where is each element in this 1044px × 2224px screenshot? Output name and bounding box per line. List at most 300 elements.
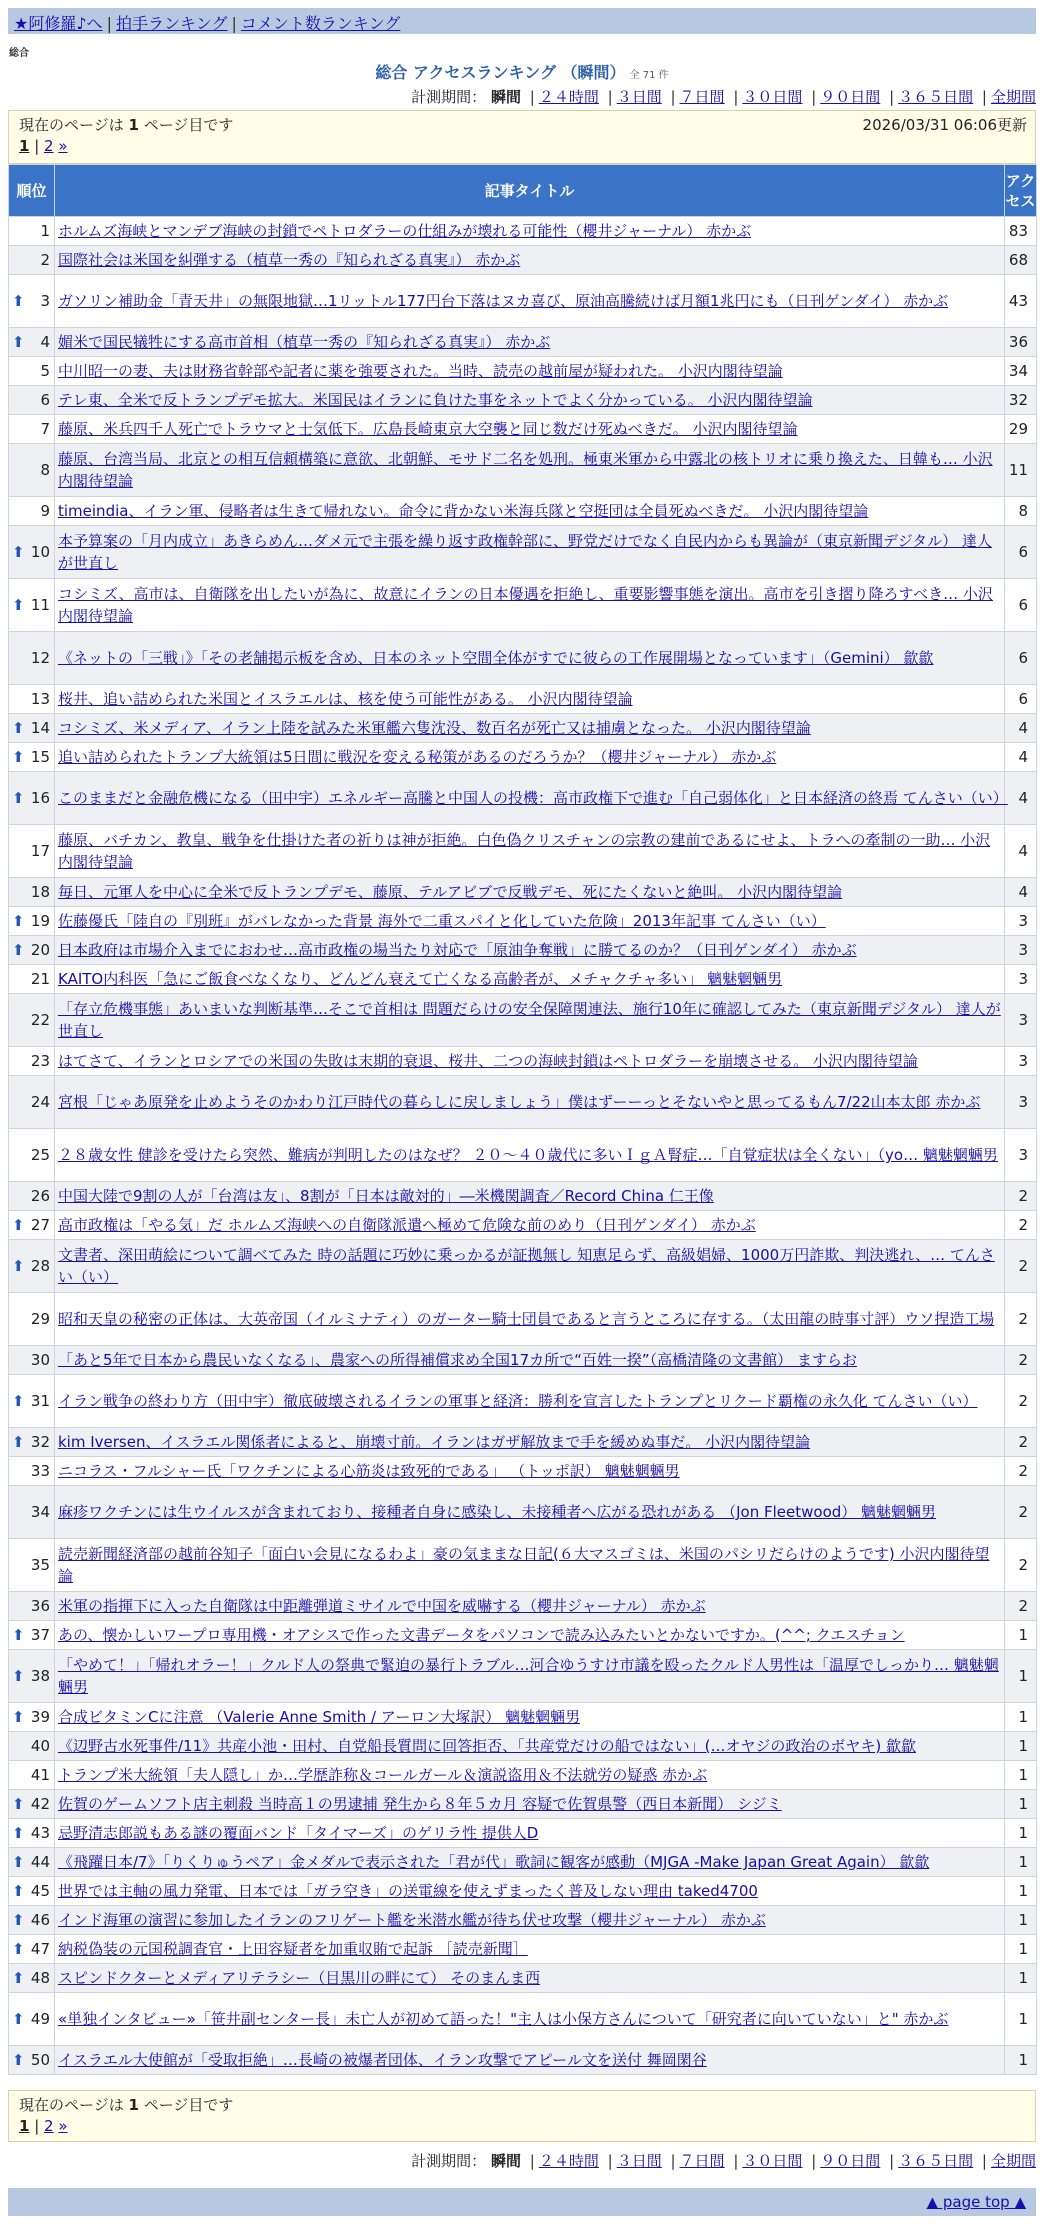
rank-number: 39 [30, 1708, 50, 1726]
access-count: 3 [1005, 1047, 1037, 1076]
table-row [9, 1457, 1037, 1486]
title-cell [55, 1293, 1005, 1346]
rank-cell [9, 328, 55, 357]
article-link[interactable]: 《飛躍日本/7》「りくりゅうペア」金メダルで表示された「君が代」歌詞に観客が感動（MJGA -Make Japan Great Again） 歙歙 [58, 1853, 930, 1871]
rank-up-arrow-icon: ⬆ [12, 1216, 25, 1234]
article-link[interactable]: 佐賀のゲームソフト店主刺殺 当時高１の男逮捕 発生から８年５カ月 容疑で佐賀県警（西日本新聞） シジミ [58, 1795, 782, 1813]
rank-number: 12 [30, 649, 50, 667]
rank-number: 23 [30, 1052, 50, 1070]
access-count: 29 [1005, 415, 1037, 444]
table-row [9, 1790, 1037, 1819]
article-link[interactable]: インド海軍の演習に参加したイランのフリゲート艦を米潜水艦が待ち伏せ攻撃（櫻井ジャーナル） 赤かぶ [58, 1911, 766, 1929]
col-access-header: アクセス [1005, 165, 1037, 217]
article-link[interactable]: 読売新聞経済部の越前谷知子「面白い会見になるわよ」豪の気ままな日記(６大マスゴミは、米国のパシリだらけのようです) 小沢内閣待望論 [58, 1545, 990, 1585]
access-count: 68 [1005, 246, 1037, 275]
title-cell [55, 217, 1005, 246]
rank-number: 13 [30, 690, 50, 708]
title-cell [55, 1076, 1005, 1129]
article-link[interactable]: コシミズ、米メディア、イラン上陸を試みた米軍艦六隻沈没、数百名が死亡又は捕虜となった。 小沢内閣待望論 [58, 719, 811, 737]
rank-cell [9, 497, 55, 526]
access-count: 3 [1005, 1076, 1037, 1129]
article-link[interactable]: 藤原、台湾当局、北京との相互信頼構築に意欲、北朝鮮、モサド二名を処刑。極東米軍から中露北の核トリオに乗り換えた、日韓も… 小沢内閣待望論 [58, 450, 993, 490]
rank-number: 45 [30, 1882, 50, 1900]
rank-number: 33 [30, 1462, 50, 1480]
table-row [9, 1650, 1037, 1703]
article-link[interactable]: 麻疹ワクチンには生ウイルスが含まれており、接種者自身に感染し、未接種者へ広がる恐れがある （Jon Fleetwood） 魑魅魍魎男 [58, 1503, 937, 1521]
access-count: 1 [1005, 1650, 1037, 1703]
article-link[interactable]: はてさて、イランとロシアでの米国の失敗は末期的衰退、桜井、二つの海峡封鎖はペトロダラーを崩壊させる。 小沢内閣待望論 [58, 1052, 918, 1070]
rank-number: 40 [30, 1737, 50, 1755]
ranking-body [9, 217, 1037, 2075]
title-cell [55, 743, 1005, 772]
period-link[interactable]: ２４時間 [538, 2152, 599, 2170]
rank-cell [9, 1428, 55, 1457]
table-row [9, 217, 1037, 246]
title-cell [55, 1964, 1005, 1993]
access-count: 8 [1005, 497, 1037, 526]
rank-up-arrow-icon: ⬆ [12, 1392, 25, 1410]
rank-number: 30 [30, 1351, 50, 1369]
article-link[interactable]: 納税偽装の元国税調査官・上田容疑者を加重収賄で起訴 ［読売新聞］ [58, 1940, 528, 1958]
article-link[interactable]: ガソリン補助金「青天井」の無限地獄…1リットル177円台下落はヌカ喜び、原油高騰続けば月額1兆円にも（日刊ゲンダイ） 赤かぶ [58, 292, 949, 310]
rank-up-arrow-icon: ⬆ [12, 1795, 25, 1813]
page-top-link[interactable]: ▲ page top ▲ [926, 2193, 1026, 2211]
table-row [9, 1964, 1037, 1993]
article-link[interactable]: イスラエル大使館が「受取拒絶」…長崎の被爆者団体、イラン攻撃でアピール文を送付 舞岡閑谷 [58, 2051, 707, 2069]
rank-up-arrow-icon: ⬆ [12, 1824, 25, 1842]
access-count: 1 [1005, 1732, 1037, 1761]
rank-cell [9, 1848, 55, 1877]
rank-number: 25 [30, 1146, 50, 1164]
rank-up-arrow-icon: ⬆ [12, 1667, 25, 1685]
title-cell [55, 1182, 1005, 1211]
article-link[interactable]: 宮根「じゃあ原発を止めようそのかわり江戸時代の暮らしに戻しましょう」僕はずーーっとそないやと思ってるもん7/22山本太郎 赤かぶ [58, 1093, 981, 1111]
rank-number: 11 [30, 596, 50, 614]
access-count: 83 [1005, 217, 1037, 246]
rank-number: 50 [30, 2051, 50, 2069]
rank-cell [9, 1650, 55, 1703]
table-row [9, 1906, 1037, 1935]
access-count: 6 [1005, 526, 1037, 579]
page-info-top [8, 110, 1036, 164]
article-link[interactable]: 忌野清志郎説もある謎の覆面バンド「タイマーズ」のゲリラ性 提供人D [58, 1824, 539, 1842]
current-page-text: 現在のページは 1 ページ目です [19, 116, 234, 134]
home-link[interactable]: ★阿修羅♪へ [14, 14, 103, 33]
rank-number: 38 [30, 1667, 50, 1685]
access-count: 2 [1005, 1346, 1037, 1375]
rank-cell [9, 1182, 55, 1211]
rank-number: 20 [30, 941, 50, 959]
table-row [9, 907, 1037, 936]
rank-up-arrow-icon: ⬆ [12, 941, 25, 959]
rank-number: 2 [40, 251, 50, 269]
page-title-text: 総合 アクセスランキング （瞬間） [375, 63, 626, 82]
rank-up-arrow-icon: ⬆ [12, 1882, 25, 1900]
article-link[interactable]: このままだと金融危機になる（田中宇）エネルギー高騰と中国人の投機：高市政権下で進む「自己弱体化」と日本経済の終焉 てんさい（い） [58, 789, 1008, 807]
title-cell [55, 965, 1005, 994]
article-link[interactable]: kim Iversen、イスラエル関係者によると、崩壊寸前。イランはガザ解放まで手を緩めぬ事だ。 小沢内閣待望論 [58, 1433, 811, 1451]
rank-cell [9, 1076, 55, 1129]
title-cell [55, 1993, 1005, 2046]
title-cell [55, 685, 1005, 714]
access-count: 2 [1005, 1211, 1037, 1240]
rank-number: 47 [30, 1940, 50, 1958]
table-row [9, 772, 1037, 825]
title-cell [55, 825, 1005, 878]
pager-current: 1 [19, 2117, 30, 2135]
access-count: 4 [1005, 743, 1037, 772]
rank-number: 34 [30, 1503, 50, 1521]
access-count: 1 [1005, 1790, 1037, 1819]
access-count: 3 [1005, 994, 1037, 1047]
access-count: 43 [1005, 275, 1037, 328]
period-selector-top: 計測期間： 瞬間 | ２４時間 | ３日間 | ７日間 | ３０日間 | ９０日間 | ３６５日間 | 全期間 [411, 88, 1036, 106]
table-row [9, 386, 1037, 415]
access-count: 1 [1005, 2046, 1037, 2075]
rank-up-arrow-icon: ⬆ [12, 1708, 25, 1726]
table-row [9, 415, 1037, 444]
title-cell [55, 1790, 1005, 1819]
title-cell [55, 1486, 1005, 1539]
article-link[interactable]: 追い詰められたトランプ大統領は5日間に戦況を変える秘策があるのだろうか？（櫻井ジャーナル） 赤かぶ [58, 748, 777, 766]
title-cell [55, 444, 1005, 497]
table-row [9, 685, 1037, 714]
table-row [9, 246, 1037, 275]
rank-number: 26 [30, 1187, 50, 1205]
title-cell [55, 357, 1005, 386]
table-row [9, 328, 1037, 357]
access-count: 36 [1005, 328, 1037, 357]
pager-page-2[interactable]: 2 [44, 137, 54, 155]
rank-up-arrow-icon: ⬆ [12, 748, 25, 766]
period-link[interactable]: ３６５日間 [898, 88, 974, 106]
table-row [9, 994, 1037, 1047]
article-link[interactable]: スピンドクターとメディアリテラシー（目黒川の畔にて） そのまんま西 [58, 1969, 541, 1987]
article-link[interactable]: トランプ米大統領「夫人隠し」か…学歴詐称＆コールガール＆演説盗用＆不法就労の疑惑 赤かぶ [58, 1766, 708, 1784]
title-cell [55, 1211, 1005, 1240]
period-link[interactable]: 全期間 [990, 2152, 1036, 2170]
rank-cell [9, 1964, 55, 1993]
rank-number: 44 [30, 1853, 50, 1871]
article-link[interactable]: 本予算案の「月内成立」あきらめん…ダメ元で主張を繰り返す政権幹部に、野党だけでなく自民内からも異論が（東京新聞デジタル） 達人が世直し [58, 532, 992, 572]
rank-cell [9, 1592, 55, 1621]
access-count: 4 [1005, 772, 1037, 825]
period-link[interactable]: 全期間 [990, 88, 1036, 106]
rank-number: 29 [30, 1310, 50, 1328]
access-count: 3 [1005, 907, 1037, 936]
access-count: 3 [1005, 936, 1037, 965]
rank-cell [9, 825, 55, 878]
rank-cell [9, 907, 55, 936]
pager-next[interactable]: » [58, 2117, 68, 2135]
top-nav-bar [8, 8, 1036, 34]
rank-cell [9, 1486, 55, 1539]
rank-number: 49 [30, 2010, 50, 2028]
table-row [9, 444, 1037, 497]
title-cell [55, 1621, 1005, 1650]
article-link[interactable]: «単独インタビュー»「笹井副センター長」未亡人が初めて語った！"主人は小保方さんについて「研究者に向いていない」と" 赤かぶ [58, 2010, 949, 2028]
table-row [9, 1621, 1037, 1650]
title-cell [55, 772, 1008, 825]
rank-number: 3 [40, 292, 50, 310]
period-link[interactable]: ９０日間 [820, 88, 881, 106]
title-cell [55, 579, 1005, 632]
title-cell [55, 328, 1005, 357]
article-link[interactable]: 高市政権は「やる気」だ ホルムズ海峡への自衛隊派遣へ極めて危険な前のめり（日刊ゲンダイ） 赤かぶ [58, 1216, 756, 1234]
title-cell [55, 714, 1005, 743]
period-link[interactable]: ７日間 [679, 88, 725, 106]
rank-number: 22 [30, 1011, 50, 1029]
title-cell [55, 1761, 1005, 1790]
article-link[interactable]: 《ネットの「三戦」》「その老舗掲示板を含め、日本のネット空間全体がすでに彼らの工作展開場となっています」（Gemini） 歙歙 [58, 649, 934, 667]
article-link[interactable]: 「存立危機事態」あいまいな判断基準…そこで首相は 問題だらけの安全保障関連法、施行10年に確認してみた（東京新聞デジタル） 達人が世直し [58, 1000, 1001, 1040]
article-link[interactable]: ２８歳女性 健診を受けたら突然、難病が判明したのはなぜ？ ２０～４０歳代に多いＩｇＡ腎症…「自覚症状は全くない」（yo… 魑魅魍魎男 [58, 1146, 998, 1164]
rank-cell [9, 275, 55, 328]
period-link[interactable]: ３日間 [616, 88, 662, 106]
article-link[interactable]: timeindia、イラン軍、侵略者は生きて帰れない。命令に背かない米海兵隊と空挺団は全員死ぬべきだ。 小沢内閣待望論 [58, 502, 869, 520]
rank-cell [9, 1703, 55, 1732]
rank-cell [9, 1621, 55, 1650]
title-cell [55, 936, 1005, 965]
article-link[interactable]: 桜井、追い詰められた米国とイスラエルは、核を使う可能性がある。 小沢内閣待望論 [58, 690, 633, 708]
applause-ranking-link[interactable]: 拍手ランキング [115, 14, 228, 33]
article-link[interactable]: 世界では主軸の風力発電、日本では「ガラ空き」の送電線を使えずまったく普及しない理由 taked4700 [58, 1882, 758, 1900]
rank-cell [9, 444, 55, 497]
ranking-table [8, 164, 1037, 2075]
title-cell [55, 2046, 1005, 2075]
total-count: 全 71 件 [629, 70, 669, 81]
access-count: 6 [1005, 685, 1037, 714]
rank-cell [9, 936, 55, 965]
table-row [9, 1047, 1037, 1076]
table-row [9, 1240, 1037, 1293]
table-row [9, 1129, 1037, 1182]
table-row [9, 1375, 1037, 1428]
rank-number: 28 [30, 1257, 50, 1275]
article-link[interactable]: 佐藤優氏「陸自の『別班』がバレなかった背景 海外で二重スパイと化していた危険」2013年記事 てんさい（い） [58, 912, 826, 930]
article-link[interactable]: 日本政府は市場介入までにおわせ…高市政権の場当たり対応で「原油争奪戦」に勝てるのか？（日刊ゲンダイ） 赤かぶ [58, 941, 857, 959]
table-row [9, 1703, 1037, 1732]
period-current: 瞬間 [490, 2152, 521, 2170]
rank-number: 31 [30, 1392, 50, 1410]
access-count: 2 [1005, 1240, 1037, 1293]
nav-separator: | [231, 14, 237, 33]
rank-up-arrow-icon: ⬆ [12, 1626, 25, 1644]
title-cell [55, 1935, 1005, 1964]
period-link[interactable]: ３０日間 [742, 2152, 803, 2170]
table-row [9, 1819, 1037, 1848]
article-link[interactable]: 中川昭一の妻、夫は財務省幹部や記者に薬を強要された。当時、読売の越前屋が疑われた。 小沢内閣待望論 [58, 362, 783, 380]
table-row [9, 825, 1037, 878]
rank-cell [9, 743, 55, 772]
footer-bar [8, 2188, 1036, 2216]
rank-number: 1 [40, 222, 50, 240]
access-count: 6 [1005, 632, 1037, 685]
article-link[interactable]: あの、懐かしいワープロ専用機・オアシスで作った文書データをパソコンで読み込みたいとかないですか。(^^; クエスチョン [58, 1626, 905, 1644]
title-cell [55, 1346, 1005, 1375]
rank-cell [9, 965, 55, 994]
article-link[interactable]: 「やめて！」「帰れオラー！」クルド人の祭典で緊迫の暴行トラブル…河合ゆうすけ市議を殴ったクルド人男性は「温厚でしっかり… 魑魅魍魎男 [58, 1656, 999, 1696]
rank-up-arrow-icon: ⬆ [12, 789, 25, 807]
rank-up-arrow-icon: ⬆ [12, 1940, 25, 1958]
rank-cell [9, 217, 55, 246]
title-cell [55, 1375, 1005, 1428]
table-row [9, 579, 1037, 632]
rank-cell [9, 1906, 55, 1935]
article-link[interactable]: 媚米で国民犠牲にする高市首相（植草一秀の『知られざる真実』） 赤かぶ [58, 333, 551, 351]
table-row [9, 1732, 1037, 1761]
table-row [9, 743, 1037, 772]
access-count: 4 [1005, 878, 1037, 907]
title-cell [55, 907, 1005, 936]
rank-up-arrow-icon: ⬆ [12, 912, 25, 930]
rank-number: 43 [30, 1824, 50, 1842]
rank-up-arrow-icon: ⬆ [12, 2010, 25, 2028]
period-link[interactable]: ９０日間 [820, 2152, 881, 2170]
access-count: 1 [1005, 1877, 1037, 1906]
article-link[interactable]: 文書者、深田萌絵について調べてみた 時の話題に巧妙に乗っかるが証拠無し 知恵足らず、高級娼婦、1000万円詐欺、判決逃れ、… てんさい（い） [58, 1246, 995, 1286]
rank-number: 4 [40, 333, 50, 351]
period-link[interactable]: ３６５日間 [898, 2152, 974, 2170]
table-row [9, 1935, 1037, 1964]
table-row [9, 714, 1037, 743]
title-cell [55, 1848, 1005, 1877]
col-title-header: 記事タイトル [55, 165, 1005, 217]
title-cell [55, 1732, 1005, 1761]
pager-next[interactable]: » [58, 137, 68, 155]
title-cell [55, 246, 1005, 275]
period-label: 計測期間： [411, 2152, 487, 2170]
period-link[interactable]: ３０日間 [742, 88, 803, 106]
table-row [9, 1539, 1037, 1592]
access-count: 2 [1005, 1182, 1037, 1211]
article-link[interactable]: ホルムズ海峡とマンデブ海峡の封鎖でペトロダラーの仕組みが壊れる可能性（櫻井ジャーナル） 赤かぶ [58, 222, 752, 240]
rank-number: 41 [30, 1766, 50, 1784]
rank-number: 5 [40, 362, 50, 380]
article-link[interactable]: 《辺野古水死事件/11》共産小池・田村、自党船長質問に回答拒否、「共産党だけの船ではない」(…オヤジの政治のボヤキ) 歙歙 [58, 1737, 916, 1755]
rank-number: 6 [40, 391, 50, 409]
rank-number: 27 [30, 1216, 50, 1234]
table-row [9, 1076, 1037, 1129]
rank-up-arrow-icon: ⬆ [12, 333, 25, 351]
title-cell [55, 415, 1005, 444]
period-link[interactable]: ２４時間 [538, 88, 599, 106]
table-row [9, 936, 1037, 965]
table-row [9, 526, 1037, 579]
table-row [9, 1848, 1037, 1877]
article-link[interactable]: 毎日、元軍人を中心に全米で反トランプデモ、藤原、テルアビブで反戦デモ、死にたくないと絶叫。 小沢内閣待望論 [58, 883, 843, 901]
period-selector-bottom: 計測期間： 瞬間 | ２４時間 | ３日間 | ７日間 | ３０日間 | ９０日間 | ３６５日間 | 全期間 [411, 2152, 1036, 2170]
title-cell [55, 1539, 1005, 1592]
article-link[interactable]: 藤原、バチカン、教皇、戦争を仕掛けた者の祈りは神が拒絶。白色偽クリスチャンの宗教の建前であるにせよ、トラへの牽制の一助… 小沢内閣待望論 [58, 831, 991, 871]
period-link[interactable]: ７日間 [679, 2152, 725, 2170]
rank-number: 24 [30, 1093, 50, 1111]
title-cell [55, 1240, 1005, 1293]
article-link[interactable]: KAITO内科医「急にご飯食べなくなり、どんどん衰えて亡くなる高齢者が、メチャクチャ多い」 魑魅魍魎男 [58, 970, 783, 988]
access-count: 1 [1005, 1848, 1037, 1877]
rank-cell [9, 357, 55, 386]
rank-cell [9, 1993, 55, 2046]
access-count: 32 [1005, 386, 1037, 415]
access-count: 11 [1005, 444, 1037, 497]
access-count: 2 [1005, 1375, 1037, 1428]
article-link[interactable]: イラン戦争の終わり方（田中宇）徹底破壊されるイランの軍事と経済：勝利を宣言したトランプとリクード覇権の永久化 てんさい（い） [58, 1392, 978, 1410]
rank-number: 32 [30, 1433, 50, 1451]
rank-cell [9, 1457, 55, 1486]
table-row [9, 1182, 1037, 1211]
article-link[interactable]: 「あと5年で日本から農民いなくなる」、農家への所得補償求め全国17カ所で“百姓一揆”（高橋清隆の文書館） ますらお [58, 1351, 857, 1369]
comment-ranking-link[interactable]: コメント数ランキング [240, 14, 401, 33]
title-cell [55, 878, 1005, 907]
rank-cell [9, 1935, 55, 1964]
article-link[interactable]: 昭和天皇の秘密の正体は、大英帝国（イルミナティ）のガーター騎士団員であると言うところに存する。（太田龍の時事寸評）ウソ捏造工場 [58, 1310, 995, 1328]
rank-cell [9, 772, 55, 825]
title-cell [55, 1457, 1005, 1486]
rank-number: 42 [30, 1795, 50, 1813]
table-row [9, 1993, 1037, 2046]
table-row [9, 1761, 1037, 1790]
article-link[interactable]: コシミズ、高市は、自衛隊を出したいが為に、故意にイランの日本優遇を拒絶し、重要影響事態を演出。高市を引き摺り降ろすべき… 小沢内閣待望論 [58, 585, 993, 625]
nav-separator: | [106, 14, 112, 33]
rank-up-arrow-icon: ⬆ [12, 596, 25, 614]
table-row [9, 632, 1037, 685]
rank-number: 46 [30, 1911, 50, 1929]
rank-up-arrow-icon: ⬆ [12, 1969, 25, 1987]
access-count: 2 [1005, 1592, 1037, 1621]
rank-cell [9, 878, 55, 907]
article-link[interactable]: ニコラス・フルシャー氏「ワクチンによる心筋炎は致死的である」 （トッポ訳） 魑魅魍魎男 [58, 1462, 680, 1480]
title-cell [55, 497, 1005, 526]
rank-up-arrow-icon: ⬆ [12, 543, 25, 561]
access-count: 1 [1005, 1935, 1037, 1964]
table-row [9, 2046, 1037, 2075]
rank-number: 7 [40, 420, 50, 438]
rank-cell [9, 994, 55, 1047]
article-link[interactable]: 合成ビタミンCに注意 （Valerie Anne Smith / アーロン大塚訳） 魑魅魍魎男 [58, 1708, 581, 1726]
title-cell [55, 1650, 1005, 1703]
table-row [9, 1486, 1037, 1539]
access-count: 1 [1005, 1819, 1037, 1848]
article-link[interactable]: 藤原、米兵四千人死亡でトラウマと士気低下。広島長崎東京大空襲と同じ数だけ死ぬべきだ。 小沢内閣待望論 [58, 420, 798, 438]
rank-cell [9, 246, 55, 275]
article-link[interactable]: 中国大陸で9割の人が「台湾は友」、8割が「日本は敵対的」―米機関調査／Record China 仁王像 [58, 1187, 714, 1205]
table-row [9, 1428, 1037, 1457]
rank-cell [9, 685, 55, 714]
current-page-text: 現在のページは 1 ページ目です [19, 2096, 234, 2114]
pager-page-2[interactable]: 2 [44, 2117, 54, 2135]
access-count: 1 [1005, 1621, 1037, 1650]
article-link[interactable]: テレ東、全米で反トランプデモ拡大。米国民はイランに負けた事をネットでよく分かっている。 小沢内閣待望論 [58, 391, 813, 409]
access-count: 2 [1005, 1457, 1037, 1486]
rank-cell [9, 1346, 55, 1375]
title-cell [55, 1877, 1005, 1906]
period-link[interactable]: ３日間 [616, 2152, 662, 2170]
access-count: 1 [1005, 1703, 1037, 1732]
rank-up-arrow-icon: ⬆ [12, 1257, 25, 1275]
rank-number: 19 [30, 912, 50, 930]
rank-number: 21 [30, 970, 50, 988]
article-link[interactable]: 国際社会は米国を糾弾する（植草一秀の『知られざる真実』） 赤かぶ [58, 251, 521, 269]
rank-cell [9, 632, 55, 685]
rank-up-arrow-icon: ⬆ [12, 1911, 25, 1929]
rank-cell [9, 1375, 55, 1428]
article-link[interactable]: 米軍の指揮下に入った自衛隊は中距離弾道ミサイルで中国を威嚇する（櫻井ジャーナル） 赤かぶ [58, 1597, 706, 1615]
title-cell [55, 1703, 1005, 1732]
access-count: 3 [1005, 965, 1037, 994]
title-cell [55, 1819, 1005, 1848]
rank-cell [9, 1293, 55, 1346]
rank-cell [9, 1211, 55, 1240]
